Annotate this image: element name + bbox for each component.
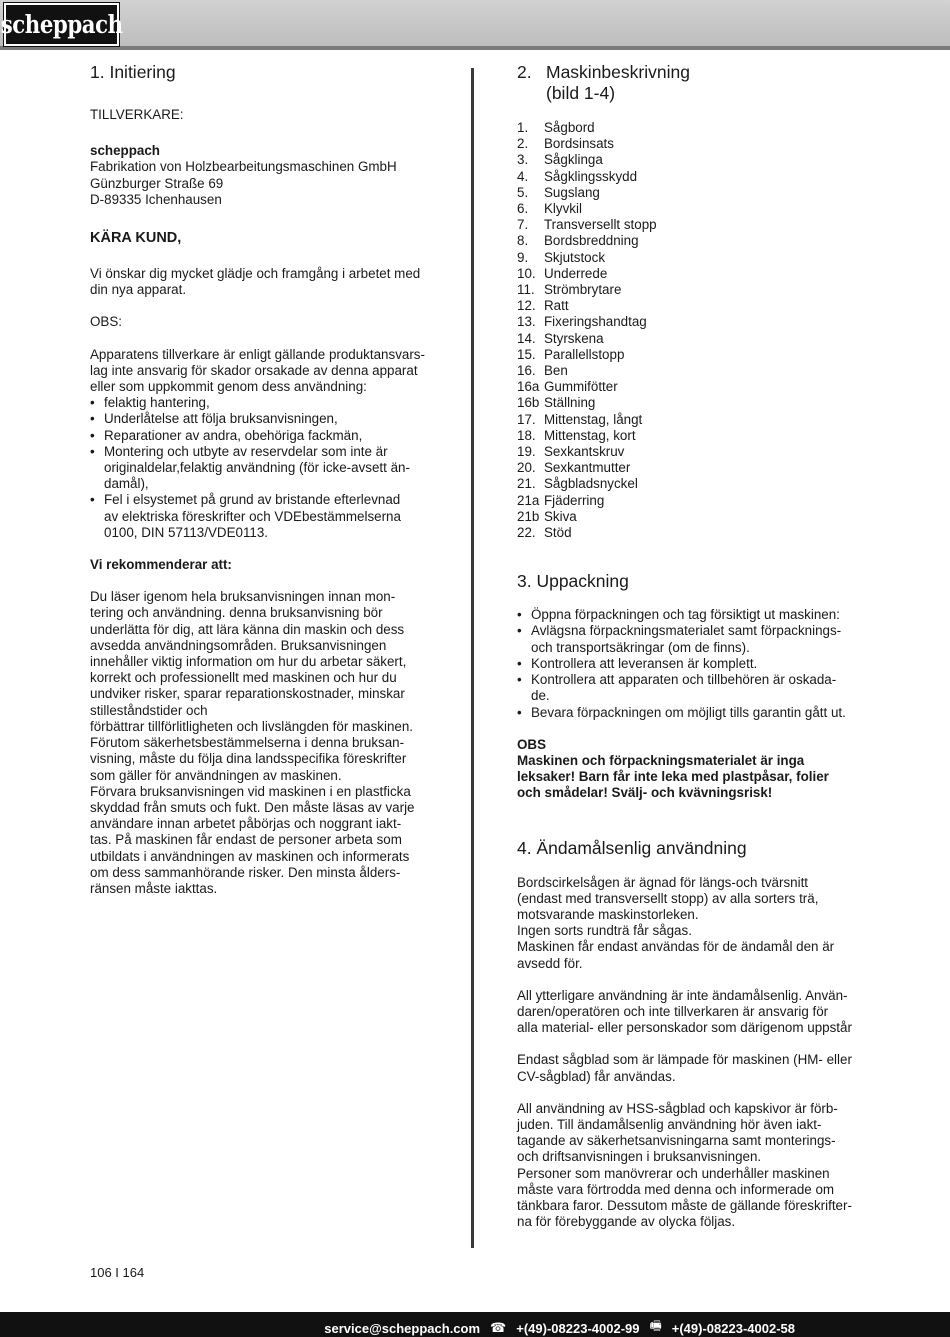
list-item: 16a Gummifötter: [517, 379, 618, 395]
list-item: • felaktig hantering,: [90, 395, 445, 411]
list-item: 12. Ratt: [517, 298, 569, 314]
brand-logo: [0, 3, 123, 46]
list-item: 17. Mittenstag, långt: [517, 411, 643, 427]
list-item: 10. Underrede: [517, 265, 608, 281]
column-divider: [471, 68, 474, 1248]
fax-icon: 🖷: [649, 1318, 662, 1333]
liability-text: Apparatens tillverkare är enligt gällande produktansvars- lag inte ansvarig för skador orsakade av denna apparat eller som uppkommit genom dess användning:: [90, 346, 425, 395]
list-item: 7. Transversellt stopp: [517, 217, 657, 233]
manufacturer-label: TILLVERKARE:: [90, 107, 184, 122]
footer-contact: [324, 1317, 795, 1337]
section-2-number: 2.: [517, 62, 532, 82]
list-item: 14. Styrskena: [517, 330, 604, 346]
company-name: scheppach: [90, 143, 160, 159]
use-paragraph-1: Bordscirkelsågen är ägnad för längs-och tvärsnitt (endast med transversellt stopp) av alla sorters trä, motsvarande maskinstorleken. Ingen sorts rundträ får sågas. Maskinen får endast användas för de ändamål den är avsedd för.: [517, 874, 835, 971]
left-column: [90, 62, 445, 897]
right-column: [517, 62, 862, 1230]
list-item: • Reparationer av andra, obehöriga fackmän,: [90, 428, 445, 444]
parts-list: [517, 120, 862, 541]
section-1-title: 1. Initiering: [90, 62, 176, 82]
list-item: 8. Bordsbreddning: [517, 233, 639, 249]
list-item: • Montering och utbyte av reservdelar som inte är originaldelar,felaktig användning (för icke-avsett än- damål),: [90, 444, 445, 493]
list-item: 16b Ställning: [517, 395, 596, 411]
list-item: • Avlägsna förpackningsmaterialet samt förpacknings- och transportsäkringar (om de finns).: [517, 623, 862, 655]
use-paragraph-3: Endast sågblad som är lämpade för maskinen (HM- eller CV-sågblad) får användas.: [517, 1052, 852, 1084]
list-item: • Kontrollera att leveransen är komplett.: [517, 656, 862, 672]
list-item: • Öppna förpackningen och tag försiktigt ut maskinen:: [517, 607, 862, 623]
section-4-title: 4. Ändamålsenlig användning: [517, 837, 747, 858]
list-item: • Underlåtelse att följa bruksanvisningen,: [90, 411, 445, 427]
list-item: 18. Mittenstag, kort: [517, 427, 636, 443]
footer-phone: +(49)-08223-4002-99: [516, 1320, 640, 1336]
list-item: 4. Sågklingsskydd: [517, 168, 638, 184]
list-item: 1. Sågbord: [517, 120, 595, 135]
list-item: • Kontrollera att apparaten och tillbehören är oskada- de.: [517, 672, 862, 704]
safety-warning: Maskinen och förpackningsmaterialet är inga leksaker! Barn får inte leka med plastpåsar, folier och smådelar! Svälj- och kvävningsrisk!: [517, 752, 829, 801]
unpack-list: [517, 607, 862, 720]
obs-label: OBS: [517, 736, 547, 752]
section-2-heading: Maskinbeskrivning (bild 1-4): [546, 62, 690, 103]
list-item: 6. Klyvkil: [517, 201, 582, 217]
section-3-title: 3. Uppackning: [517, 571, 629, 592]
list-item: • Bevara förpackningen om möjligt tills garantin gått ut.: [517, 705, 862, 721]
page-footer: [0, 1312, 950, 1337]
page-header: [0, 0, 950, 50]
greeting: KÄRA KUND,: [90, 230, 182, 247]
wish-text: Vi önskar dig mycket glädje och framgång i arbetet med din nya apparat.: [90, 266, 421, 298]
use-paragraph-4: All användning av HSS-sågblad och kapskivor är förb- juden. Till ändamålsenlig användning hör även iakt- tagande av säkerhetsanvisningarna samt monterings- och driftsanvisningen i bruksanvisningen. Personer som manövrerar och underhåller maskinen måste vara förtrodda med denna och informerade om tänkbara faror. Dessutom måste de gällande föreskrifter- na för förebyggande av olycka följas.: [517, 1100, 852, 1230]
list-item: 13. Fixeringshandtag: [517, 314, 647, 330]
list-item: 16. Ben: [517, 363, 568, 379]
brand-logo-text: scheppach: [0, 10, 123, 39]
recommend-text: Du läser igenom hela bruksanvisningen innan mon- tering och användning. denna bruksanvisning bör underlätta för dig, att lära känna din maskin och dess avsedda användningsområden. Bruksanvisningen innehåller viktig information om hur du arbetar säkert, korrekt och professionellt med maskinen och hur du undviker risker, sparar reparationskostnader, minskar stilleståndstider och förbättrar tillförlitligheten och livslängden för maskinen. Förutom säkerhetsbestämmelserna i denna bruksan- visning, måste du följa dina landsspecifika föreskrifter som gäller för användningen av maskinen. Förvara bruksanvisningen vid maskinen i en plastficka skyddad från smuts och fukt. Den måste läsas av varje användare innan arbetet påbörjas och noggrant iakt- tas. På maskinen får endast de personer arbeta som utbildats i användningen av maskinen och informerats om dess sammanhörande risker. Den minsta ålders- ränsen måste iakttas.: [90, 589, 415, 896]
list-item: 15. Parallellstopp: [517, 346, 625, 362]
section-2-title: [517, 62, 862, 104]
use-paragraph-2: All ytterligare användning är inte ändamålsenlig. Använ- daren/operatören och inte tillverkaren är ansvarig för alla material- eller personskador som därigenom uppstår: [517, 987, 852, 1036]
phone-icon: ☎: [490, 1320, 507, 1335]
list-item: 19. Sexkantskruv: [517, 444, 625, 460]
footer-fax: +(49)-08223-4002-58: [671, 1320, 795, 1336]
list-item: 3. Sågklinga: [517, 152, 603, 168]
page-number: 106 I 164: [90, 1265, 145, 1280]
list-item: 21b Skiva: [517, 508, 577, 524]
obs-label: OBS:: [90, 314, 122, 330]
list-item: 21. Sågbladsnyckel: [517, 476, 638, 492]
list-item: 5. Sugslang: [517, 184, 600, 200]
list-item: 20. Sexkantmutter: [517, 460, 631, 476]
liability-list: [90, 395, 445, 541]
footer-email[interactable]: service@scheppach.com: [324, 1320, 481, 1336]
list-item: • Fel i elsystemet på grund av bristande efterlevnad av elektriska föreskrifter och VDEbestämmelserna 0100, DIN 57113/VDE0113.: [90, 492, 445, 541]
list-item: 11. Strömbrytare: [517, 282, 622, 298]
list-item: 9. Skjutstock: [517, 249, 606, 265]
recommend-label: Vi rekommenderar att:: [90, 557, 232, 573]
company-address: Fabrikation von Holzbearbeitungsmaschinen GmbH Günzburger Straße 69 D-89335 Ichenhausen: [90, 159, 397, 207]
list-item: 2. Bordsinsats: [517, 136, 614, 152]
list-item: 21a Fjäderring: [517, 492, 605, 508]
list-item: 22. Stöd: [517, 525, 572, 541]
